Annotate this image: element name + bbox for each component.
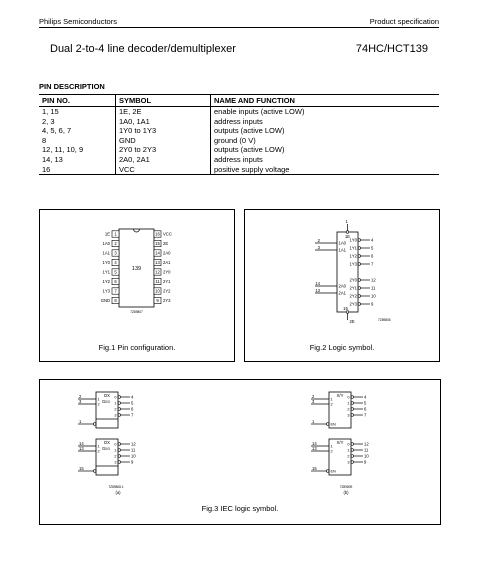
inversion-bubble <box>118 443 121 446</box>
pin-label: 1Y1 <box>102 269 110 275</box>
symbol-cell: 1A0, 1A1 <box>116 117 211 127</box>
table-row <box>39 117 439 127</box>
doc-title: Dual 2-to-4 line decoder/demultiplexer <box>50 43 236 55</box>
pin-label: 1Y1 <box>349 245 357 251</box>
part-number: 74HC/HCT139 <box>355 43 428 55</box>
index-label: 0 <box>114 395 117 400</box>
header-rule <box>39 27 439 28</box>
pin-number: 3 <box>114 250 117 256</box>
pin-label: 2Y1 <box>349 285 357 291</box>
symbol-cell: VCC <box>116 165 211 175</box>
index-label: 2 <box>97 402 100 407</box>
table-row <box>39 136 439 146</box>
inversion-bubble <box>358 263 361 266</box>
col-pin: PIN NO. <box>39 95 116 107</box>
inversion-bubble <box>326 423 329 426</box>
pin-number: 11 <box>364 447 369 453</box>
pin-number: 10 <box>155 288 160 294</box>
index-label: 0 <box>114 442 117 447</box>
index-label: 2 <box>97 449 100 454</box>
pin-number: 4 <box>364 394 367 400</box>
index-label: 1 <box>114 448 117 453</box>
function-cell: outputs (active LOW) <box>211 126 440 136</box>
pin-label: 1A0 <box>338 240 346 246</box>
pin-number: 3 <box>79 399 82 404</box>
pin-label: 1A0 <box>102 241 110 247</box>
pin-number: 15 <box>343 306 348 311</box>
sub-label: (b) <box>343 490 349 495</box>
pin-number: 12 <box>131 441 136 447</box>
pin-label: 1E <box>344 234 351 239</box>
index-label: 3 <box>347 460 350 465</box>
pin-number: 5 <box>114 269 117 275</box>
pin-label: 2A0 <box>338 283 346 289</box>
fig-code: 7Z89807 <box>130 310 143 314</box>
pin-number: 1 <box>114 231 117 237</box>
g-range: 0/3 <box>105 400 110 404</box>
function-cell: address inputs <box>211 155 440 165</box>
inversion-bubble <box>358 247 361 250</box>
col-function: NAME AND FUNCTION <box>211 95 440 107</box>
function-cell: ground (0 V) <box>211 136 440 146</box>
function-cell: address inputs <box>211 117 440 127</box>
inversion-bubble <box>351 449 354 452</box>
inversion-bubble <box>358 279 361 282</box>
pin-label: 2A1 <box>163 260 171 266</box>
inversion-bubble <box>118 449 121 452</box>
pin-number: 4 <box>371 237 374 243</box>
col-symbol: SYMBOL <box>116 95 211 107</box>
pin-label: GND <box>100 298 110 304</box>
pin-number: 5 <box>131 400 134 406</box>
pin-cell: 14, 13 <box>42 154 63 164</box>
inversion-bubble <box>358 287 361 290</box>
pin-cell: 12, 11, 10, 9 <box>42 145 84 155</box>
g-range: 0/3 <box>105 447 110 451</box>
fig-code: 7Z89808.1 <box>108 485 124 489</box>
inversion-bubble <box>326 470 329 473</box>
table-row <box>39 126 439 136</box>
pin-number: 4 <box>131 394 134 400</box>
pin-label: 1Y2 <box>349 253 357 259</box>
index-label: 3 <box>114 413 117 418</box>
table-row <box>39 165 439 175</box>
inversion-bubble <box>351 408 354 411</box>
pin-label: 2Y3 <box>163 298 171 304</box>
pin-label: 2Y2 <box>163 288 171 294</box>
index-label: 1 <box>97 397 100 402</box>
section-heading: PIN DESCRIPTION <box>39 82 105 91</box>
fig3-caption: Fig.3 IEC logic symbol. <box>201 504 279 513</box>
pin-number: 9 <box>131 459 134 465</box>
index-label: 2 <box>347 407 350 412</box>
pin-cell: 2, 3 <box>42 116 55 126</box>
pin-number: 10 <box>364 453 369 459</box>
pin-number: 2 <box>312 394 315 399</box>
pin-table <box>39 94 439 175</box>
pin-label: VCC <box>163 231 172 237</box>
pin-number: 14 <box>155 250 160 256</box>
pin-number: 13 <box>312 446 317 451</box>
pin-number: 1 <box>79 419 82 424</box>
pin-label: 1Y2 <box>102 279 110 285</box>
index-label: 2 <box>330 402 333 407</box>
inversion-bubble <box>118 455 121 458</box>
pin-number: 2 <box>317 238 320 243</box>
pin-label: 1E <box>104 231 110 237</box>
pin-number: 12 <box>371 277 376 283</box>
pin-label: 1Y0 <box>349 237 357 243</box>
inversion-bubble <box>118 461 121 464</box>
pin-label: 2A0 <box>163 250 171 256</box>
index-label: 1 <box>97 444 100 449</box>
pin-number: 3 <box>317 245 320 250</box>
pin-label: 2Y1 <box>163 279 171 285</box>
function-cell: enable inputs (active LOW) <box>211 107 440 117</box>
pin-number: 7 <box>371 261 374 267</box>
doc-type: Product specification <box>369 17 439 26</box>
pin-number: 7 <box>364 412 367 418</box>
pin-number: 13 <box>315 288 320 293</box>
pin-number: 1 <box>312 419 315 424</box>
inversion-bubble <box>351 461 354 464</box>
pin-label: 1Y3 <box>102 288 110 294</box>
fig1-diagram <box>40 210 234 361</box>
fig3-diagram <box>40 380 440 524</box>
en-label: EN <box>330 422 336 427</box>
pin-number: 7 <box>131 412 134 418</box>
pin-label: 2Y3 <box>349 301 357 307</box>
pin-label: 2E <box>163 241 169 247</box>
g-label: G <box>102 446 106 451</box>
inversion-bubble <box>351 396 354 399</box>
pin-label: 2A1 <box>338 290 346 296</box>
inversion-bubble <box>346 231 349 234</box>
pin-number: 11 <box>155 279 160 285</box>
fig2-diagram <box>245 210 439 361</box>
inversion-bubble <box>358 239 361 242</box>
inversion-bubble <box>358 255 361 258</box>
pin-label: 1A1 <box>102 250 110 256</box>
index-label: 2 <box>114 407 117 412</box>
pin-number: 15 <box>155 241 160 247</box>
index-label: 1 <box>330 397 333 402</box>
index-label: 2 <box>330 449 333 454</box>
fig3-box <box>39 379 441 525</box>
pin-number: 14 <box>315 281 320 286</box>
index-label: 1 <box>114 401 117 406</box>
inversion-bubble <box>351 443 354 446</box>
index-label: 0 <box>347 395 350 400</box>
pin-label: 1A1 <box>338 247 346 253</box>
pin-number: 3 <box>312 399 315 404</box>
fig2-box <box>244 209 440 362</box>
symbol-cell: 1Y0 to 1Y3 <box>116 126 211 136</box>
pin-number: 13 <box>79 446 84 451</box>
symbol-cell: GND <box>116 136 211 146</box>
chip-label: 139 <box>131 266 142 272</box>
pin-number: 10 <box>131 453 136 459</box>
block-title: DX <box>104 393 110 398</box>
inversion-bubble <box>358 295 361 298</box>
pin-number: 5 <box>371 245 374 251</box>
inversion-bubble <box>351 455 354 458</box>
sub-label: (a) <box>115 490 121 495</box>
table-row <box>39 155 439 165</box>
inversion-bubble <box>118 414 121 417</box>
function-cell: positive supply voltage <box>211 165 440 175</box>
pin-label: 2Y0 <box>349 277 357 283</box>
fig1-box <box>39 209 235 362</box>
table-row <box>39 107 439 117</box>
pin-number: 10 <box>371 293 376 299</box>
index-label: 3 <box>114 460 117 465</box>
symbol-cell: 2A0, 2A1 <box>116 155 211 165</box>
pin-number: 7 <box>114 288 117 294</box>
company-name: Philips Semiconductors <box>39 17 117 26</box>
inversion-bubble <box>351 402 354 405</box>
pin-label: 1Y3 <box>349 261 357 267</box>
inversion-bubble <box>118 396 121 399</box>
pin-number: 2 <box>79 394 82 399</box>
pin-label: 2Y2 <box>349 293 357 299</box>
fig-code: 7Z89809 <box>339 485 353 489</box>
pin-label: 2Y0 <box>163 269 171 275</box>
pin-number: 6 <box>371 253 374 259</box>
index-label: 2 <box>114 454 117 459</box>
pin-number: 16 <box>155 231 160 237</box>
function-cell: outputs (active LOW) <box>211 145 440 155</box>
inversion-bubble <box>346 311 349 314</box>
pin-cell: 16 <box>39 165 116 175</box>
inversion-bubble <box>93 423 96 426</box>
pin-number: 14 <box>312 441 317 446</box>
pin-number: 11 <box>371 285 376 291</box>
pin-number: 9 <box>364 459 367 465</box>
pin-number: 9 <box>371 301 374 307</box>
index-label: 1 <box>330 444 333 449</box>
pin-number: 4 <box>114 260 117 266</box>
pin-number: 6 <box>114 279 117 285</box>
fig2-caption: Fig.2 Logic symbol. <box>309 343 375 352</box>
pin-number: 12 <box>364 441 369 447</box>
symbol-cell: 1E, 2E <box>116 107 211 117</box>
pin-number: 2 <box>114 241 117 247</box>
inversion-bubble <box>358 303 361 306</box>
inversion-bubble <box>118 402 121 405</box>
pin-number: 14 <box>79 441 84 446</box>
pin-label: 2E <box>349 319 355 324</box>
pin-number: 12 <box>155 269 160 275</box>
pin-number: 1 <box>345 219 348 224</box>
pin-number: 9 <box>156 298 159 304</box>
pin-number: 13 <box>155 260 160 266</box>
pin-cell: 8 <box>42 135 47 145</box>
pin-number: 5 <box>364 400 367 406</box>
inversion-bubble <box>118 408 121 411</box>
index-label: 2 <box>347 454 350 459</box>
index-label: 1 <box>347 448 350 453</box>
pin-cell: 4, 5, 6, 7 <box>42 126 72 136</box>
block-title: X/Y <box>336 440 344 445</box>
pin-number: 15 <box>312 466 317 471</box>
index-label: 3 <box>347 413 350 418</box>
pin-number: 15 <box>79 466 84 471</box>
en-label: EN <box>330 469 336 474</box>
index-label: 0 <box>347 442 350 447</box>
pin-number: 11 <box>131 447 136 453</box>
table-row <box>39 145 439 155</box>
pin-number: 8 <box>114 298 117 304</box>
symbol-cell: 2Y0 to 2Y3 <box>116 145 211 155</box>
inversion-bubble <box>351 414 354 417</box>
pin-label: 1Y0 <box>102 260 110 266</box>
fig1-caption: Fig.1 Pin configuration. <box>98 343 176 352</box>
fig-code: 7Z89806 <box>378 318 391 322</box>
inversion-bubble <box>93 470 96 473</box>
pin-number: 6 <box>364 406 367 412</box>
pin-number: 6 <box>131 406 134 412</box>
index-label: 1 <box>347 401 350 406</box>
block-title: X/Y <box>336 393 344 398</box>
block-title: DX <box>104 440 110 445</box>
pin-cell: 1, 15 <box>42 107 59 116</box>
g-label: G <box>102 399 106 404</box>
